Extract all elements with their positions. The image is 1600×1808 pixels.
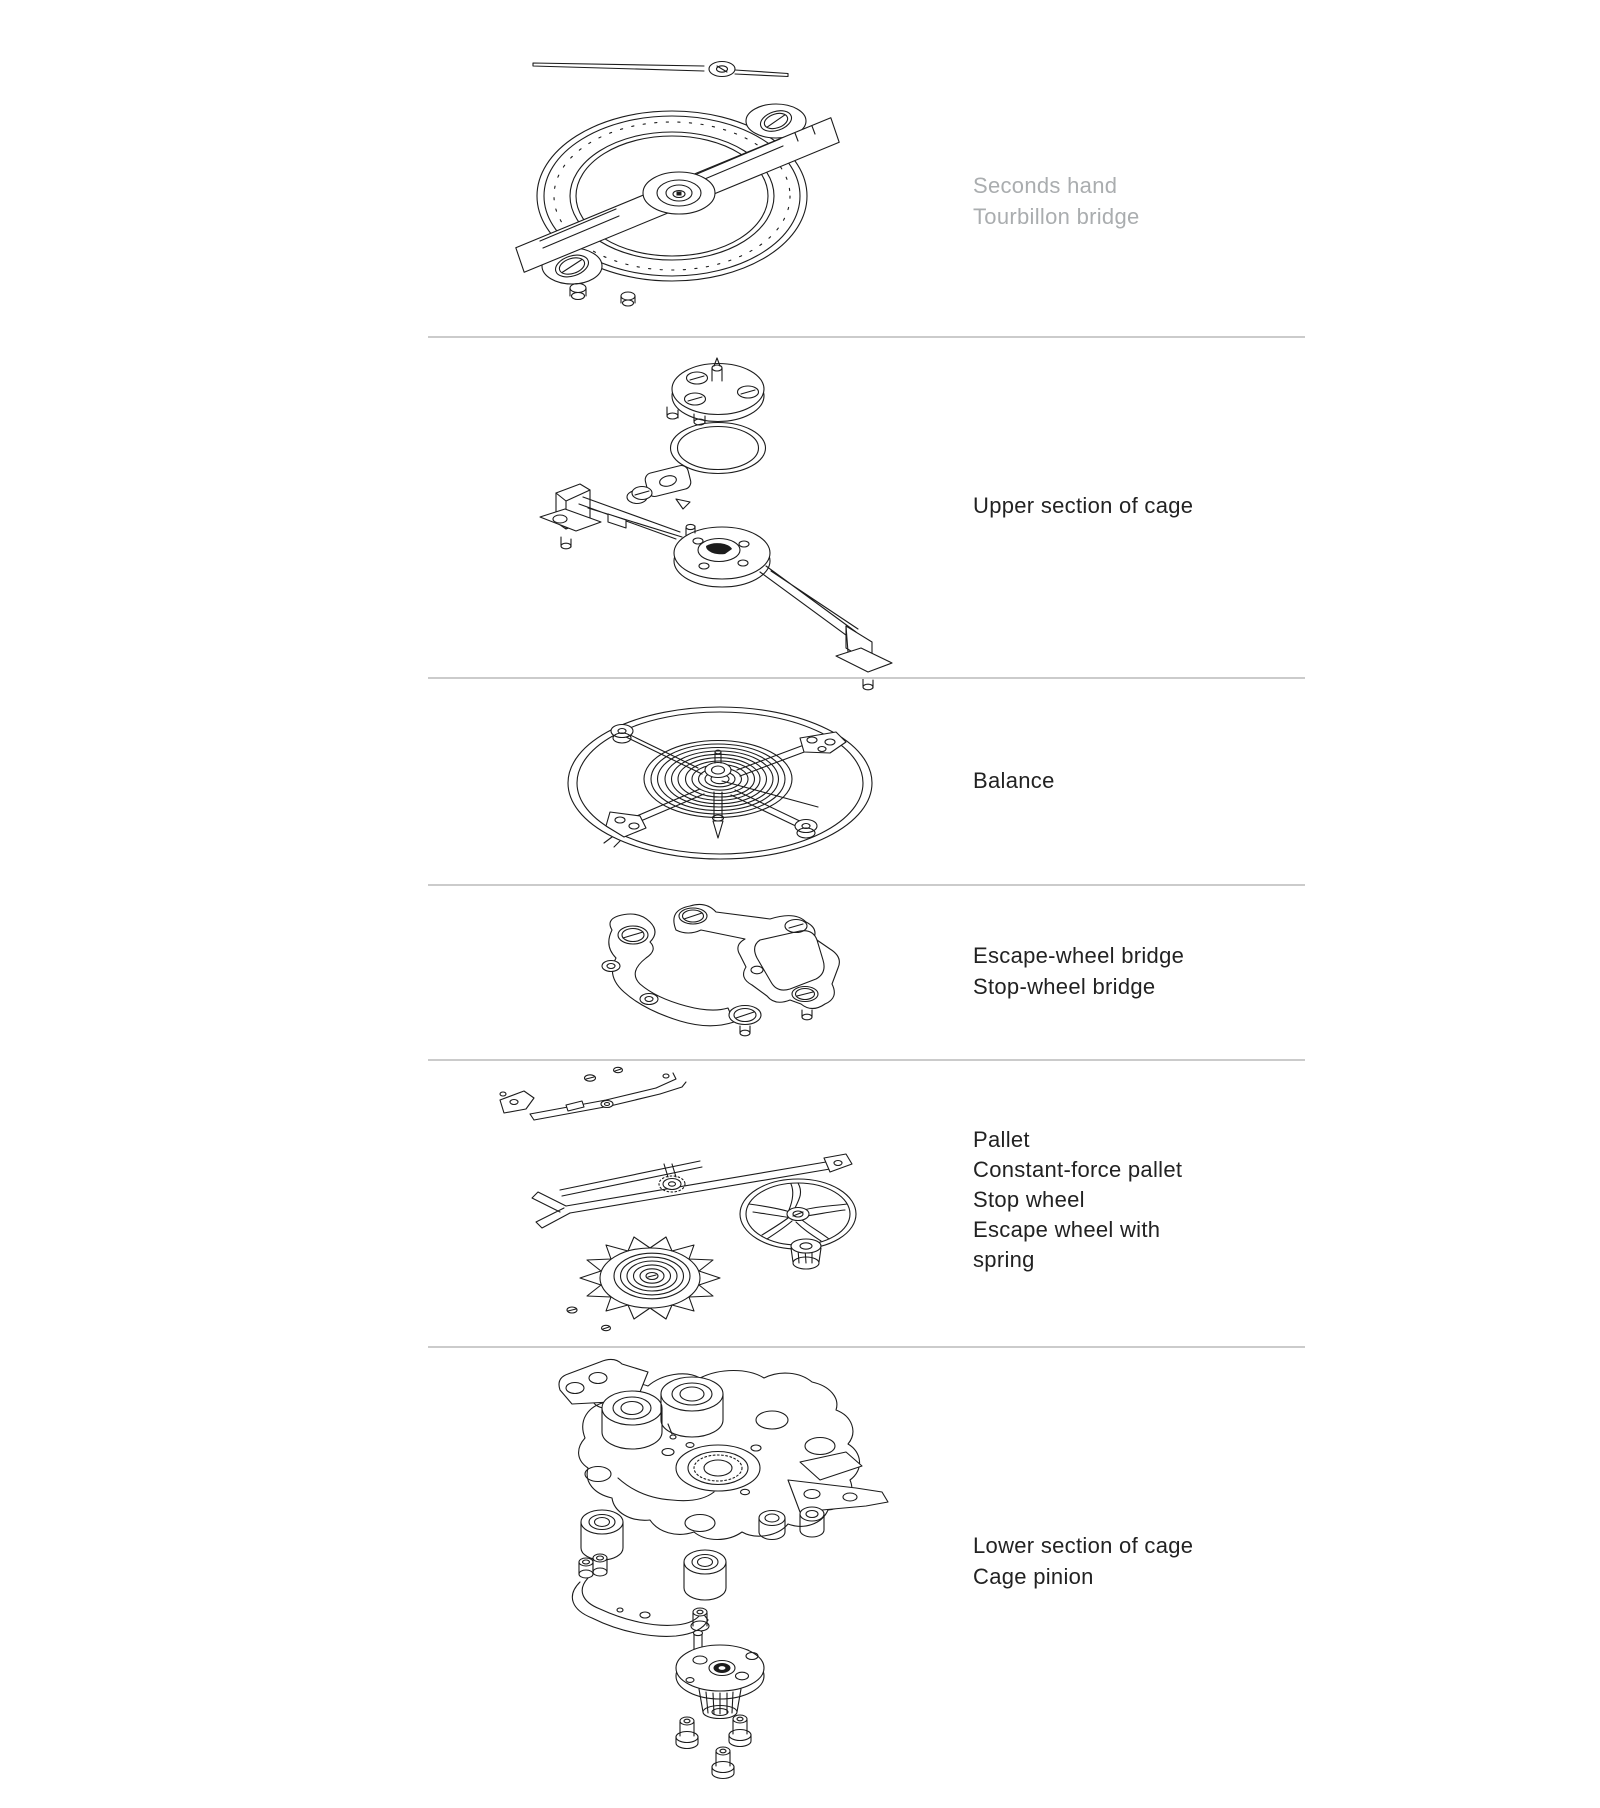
label-line: Upper section of cage bbox=[973, 493, 1194, 518]
label-line: Cage pinion bbox=[973, 1564, 1094, 1589]
label-line: Lower section of cage bbox=[973, 1533, 1194, 1558]
stop-wheel-drawing bbox=[740, 1179, 856, 1269]
label-line: Constant-force pallet bbox=[973, 1157, 1183, 1182]
label-line: Tourbillon bridge bbox=[973, 204, 1140, 229]
upper-cage-lower-bar-drawing bbox=[540, 484, 892, 690]
label-line: Seconds hand bbox=[973, 173, 1118, 198]
balance-drawing bbox=[568, 707, 872, 859]
label-line: Stop-wheel bridge bbox=[973, 974, 1156, 999]
label-upper-section-of-cage bbox=[973, 490, 1193, 521]
section-divider bbox=[428, 1346, 1305, 1348]
escape-wheel-drawing bbox=[567, 1237, 720, 1331]
seconds-hand-drawing bbox=[533, 62, 788, 77]
label-line: Escape-wheel bridge bbox=[973, 943, 1185, 968]
label-line: Stop wheel bbox=[973, 1187, 1085, 1212]
label-line: Pallet bbox=[973, 1127, 1030, 1152]
pallet-drawing bbox=[500, 1067, 686, 1120]
label-balance bbox=[973, 765, 1055, 796]
tourbillon-bridge-drawing bbox=[516, 104, 839, 306]
upper-cage-ring-drawing bbox=[627, 423, 766, 510]
cage-pinion-drawing bbox=[676, 1630, 764, 1718]
label-seconds-hand-tourbillon-bridge bbox=[973, 170, 1140, 232]
label-bridges bbox=[973, 940, 1184, 1002]
section-divider bbox=[428, 677, 1305, 679]
label-lower-section-of-cage bbox=[973, 1530, 1193, 1592]
section-divider bbox=[428, 336, 1305, 338]
label-line: Balance bbox=[973, 768, 1055, 793]
section-divider bbox=[428, 1059, 1305, 1061]
cage-screws-drawing bbox=[676, 1715, 751, 1779]
label-line: Escape wheel with bbox=[973, 1217, 1161, 1242]
escape-wheel-bridge-drawing bbox=[674, 904, 840, 1019]
upper-cage-top-plate-drawing bbox=[667, 358, 764, 425]
label-line: spring bbox=[973, 1247, 1035, 1272]
label-pallet-group bbox=[973, 1125, 1182, 1275]
section-divider bbox=[428, 884, 1305, 886]
